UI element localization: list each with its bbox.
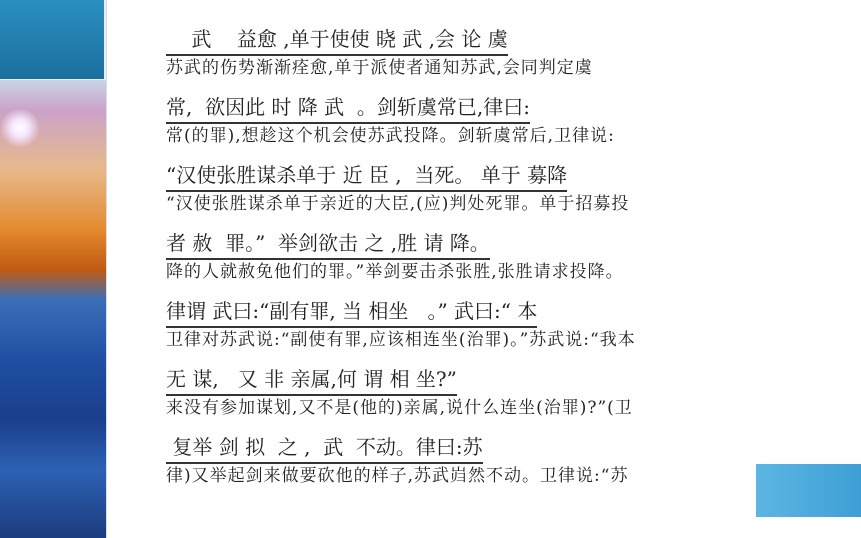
translation-text: 来没有参加谋划,又不是(他的)亲属,说什么连坐(治罪)?”(卫 [166,398,633,418]
panel-divider [106,0,107,538]
text-line [166,92,756,150]
text-line [166,24,756,82]
original-text: 武 益愈 ,单于使使 晓 武 ,会 论 虞 [166,24,508,56]
light-flare [0,108,40,148]
translation-text: 苏武的伤势渐渐痊愈,单于派使者通知苏武,会同判定虞 [166,58,593,78]
original-text: 常, 欲因此 时 降 武 。剑斩虞常已,律曰: [166,92,530,124]
text-line [166,364,756,422]
text-line [166,228,756,286]
bottom-right-accent-box [756,464,861,517]
original-text: 律谓 武曰:“副有罪, 当 相坐 。” 武曰:“ 本 [166,296,537,328]
translation-text: 常(的罪),想趁这个机会使苏武投降。剑斩虞常后,卫律说: [166,126,615,146]
text-line [166,160,756,218]
corner-accent-box [0,0,104,79]
decorative-side-panel [0,0,106,538]
original-text: 者 赦 罪。” 举剑欲击 之 ,胜 请 降。 [166,228,490,260]
translation-text: 降的人就赦免他们的罪。”举剑要击杀张胜,张胜请求投降。 [166,262,624,282]
original-text: “汉使张胜谋杀单于 近 臣 , 当死。 单于 募降 [166,160,567,192]
translation-text: “汉使张胜谋杀单于亲近的大臣,(应)判处死罪。单于招募投 [166,194,630,214]
original-text: 复举 剑 拟 之 , 武 不动。律曰:苏 [166,432,483,464]
translation-text: 律)又举起剑来做要砍他的样子,苏武岿然不动。卫律说:“苏 [166,466,629,486]
text-line [166,432,756,490]
translation-text: 卫律对苏武说:“副使有罪,应该相连坐(治罪)。”苏武说:“我本 [166,330,636,350]
text-line [166,296,756,354]
original-text: 无 谋, 又 非 亲属,何 谓 相 坐?” [166,364,457,396]
